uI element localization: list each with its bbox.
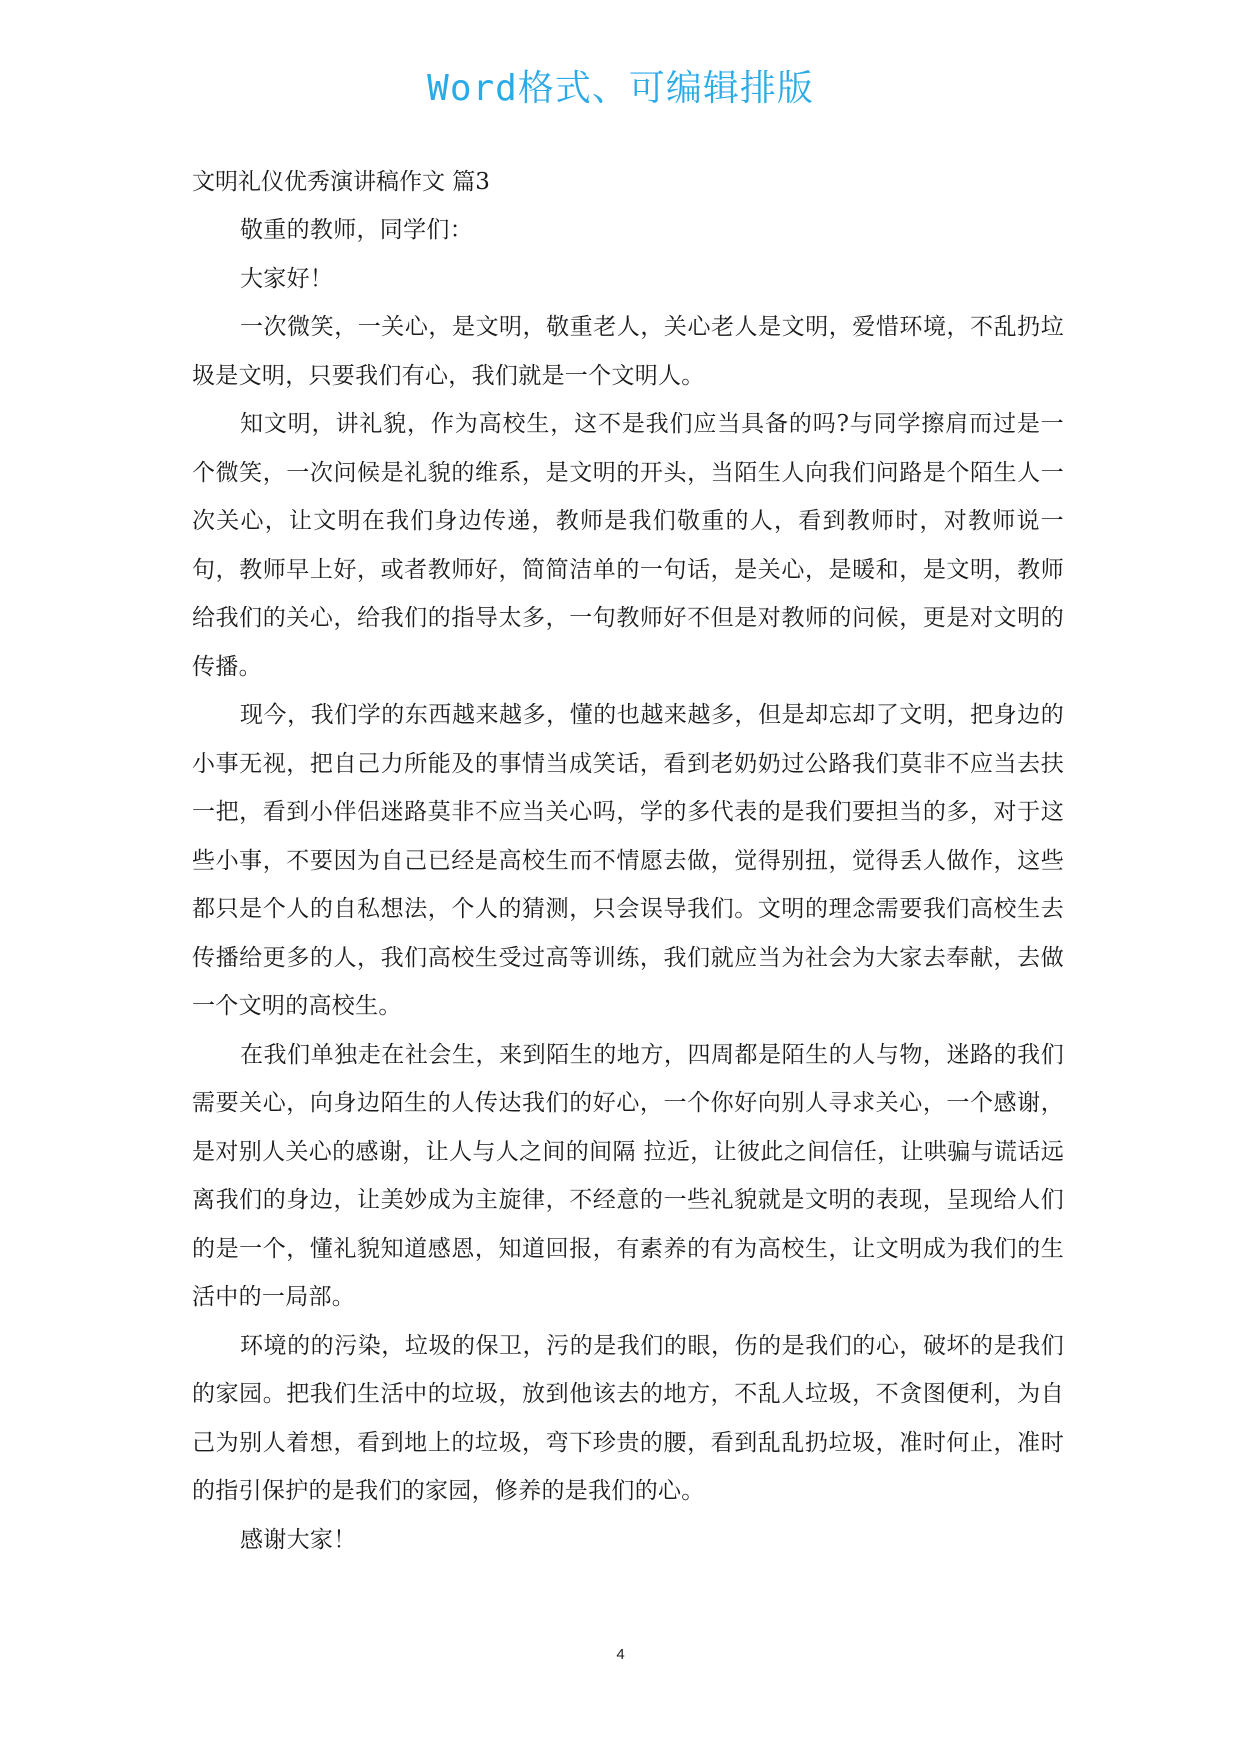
paragraph-body: 一次微笑，一关心，是文明，敬重老人，关心老人是文明，爱惜环境，不乱扔垃圾是文明，只要我们有心，我们就是一个文明人。	[192, 314, 1064, 389]
paragraph-body: 环境的的污染，垃圾的保卫，污的是我们的眼，伤的是我们的心，破坏的是我们的家园。把我们生活中的垃圾，放到他该去的地方，不乱人垃圾，不贪图便利，为自己为别人着想，看到地上的垃圾，弯下珍贵的腰，看到乱乱扔垃圾，准时何止，准时的指引保护的是我们的家园，修养的是我们的心。	[192, 1332, 1064, 1504]
page-header-title: Word格式、可编辑排版	[427, 68, 814, 109]
paragraph-body: 在我们单独走在社会生，来到陌生的地方，四周都是陌生的人与物，迷路的我们需要关心，向身边陌生的人传达我们的好心，一个你好向别人寻求关心，一个感谢，是对别人关心的感谢，让人与人之间的间隔 拉近，让彼此之间信任，让哄骗与谎话远离我们的身边，让美妙成为主旋律，不经意的一些礼貌就是文明的表现，呈现给人们的是一个，懂礼貌知道感恩，知道回报，有素养的有为高校生，让文明成为我们的生活中的一局部。	[192, 1041, 1064, 1310]
paragraph-hello: 大家好！	[240, 265, 334, 292]
document-title: 文明礼仪优秀演讲稿作文 篇3	[192, 169, 490, 195]
paragraph-body: 知文明，讲礼貌，作为高校生，这不是我们应当具备的吗?与同学擦肩而过是一个微笑，一次问候是礼貌的维系，是文明的开头，当陌生人向我们问路是个陌生人一次关心，让文明在我们身边传递，教师是我们敬重的人，看到教师时，对教师说一句，教师早上好，或者教师好，简简洁单的一句话，是关心，是暖和，是文明，教师给我们的关心，给我们的指导太多，一句教师好不但是对教师的问候，更是对文明的传播。	[192, 411, 1064, 680]
paragraph-body: 现今，我们学的东西越来越多，懂的也越来越多，但是却忘却了文明，把身边的小事无视，把自己力所能及的事情当成笑话，看到老奶奶过公路我们莫非不应当去扶一把，看到小伴侣迷路莫非不应当关心吗，学的多代表的是我们要担当的多，对于这些小事，不要因为自己已经是高校生而不情愿去做，觉得别扭，觉得丢人做作，这些都只是个人的自私想法，个人的猜测，只会误导我们。文明的理念需要我们高校生去传播给更多的人，我们高校生受过高等训练，我们就应当为社会为大家去奉献，去做一个文明的高校生。	[192, 702, 1064, 1019]
document-body	[192, 158, 1064, 1564]
page-number: 4	[616, 1646, 625, 1663]
paragraph-greeting: 敬重的教师，同学们：	[240, 217, 473, 243]
paragraph-closing: 感谢大家！	[240, 1526, 357, 1553]
